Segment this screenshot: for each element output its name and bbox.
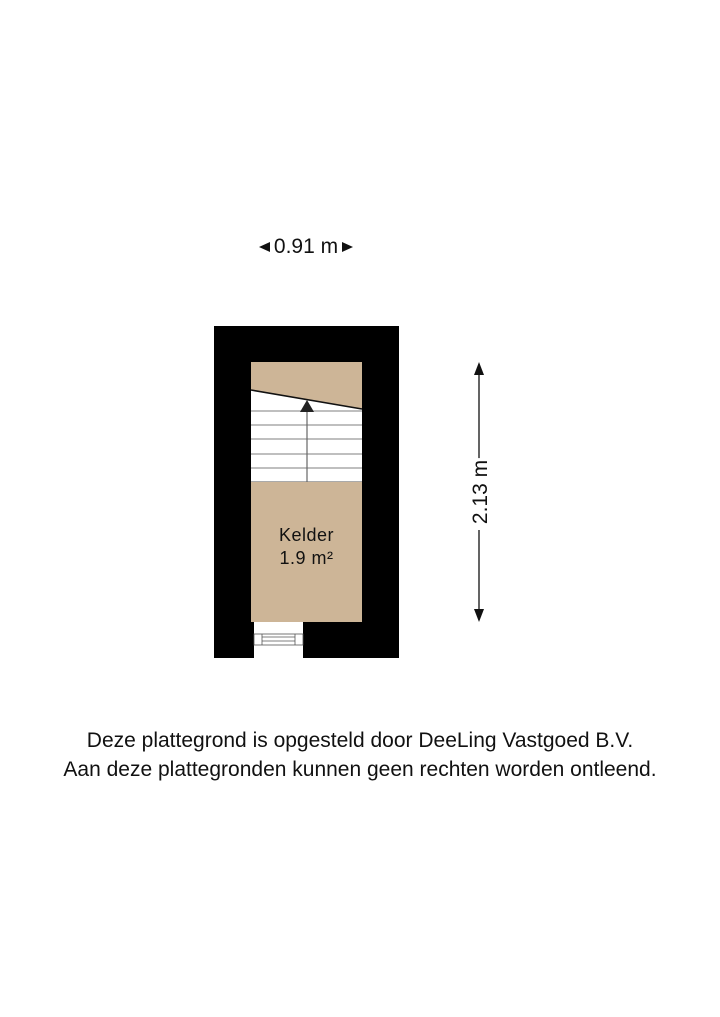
height-label: 2.13 m xyxy=(469,459,492,525)
arrow-right-icon xyxy=(342,242,353,252)
width-dimension xyxy=(246,233,366,261)
arrow-left-icon xyxy=(259,242,270,252)
width-label: 0.91 m xyxy=(273,235,339,258)
arrow-up-icon xyxy=(474,362,484,375)
room-area: 1.9 m² xyxy=(279,548,334,568)
disclaimer-line-2: Aan deze plattegronden kunnen geen rechten worden ontleend. xyxy=(63,758,657,781)
window xyxy=(254,622,303,658)
room-name: Kelder xyxy=(278,525,335,545)
disclaimer-line-1: Deze plattegrond is opgesteld door DeeLing Vastgoed B.V. xyxy=(86,729,634,752)
disclaimer xyxy=(0,726,720,784)
room-label-kelder xyxy=(251,524,362,570)
arrow-down-icon xyxy=(474,609,484,622)
